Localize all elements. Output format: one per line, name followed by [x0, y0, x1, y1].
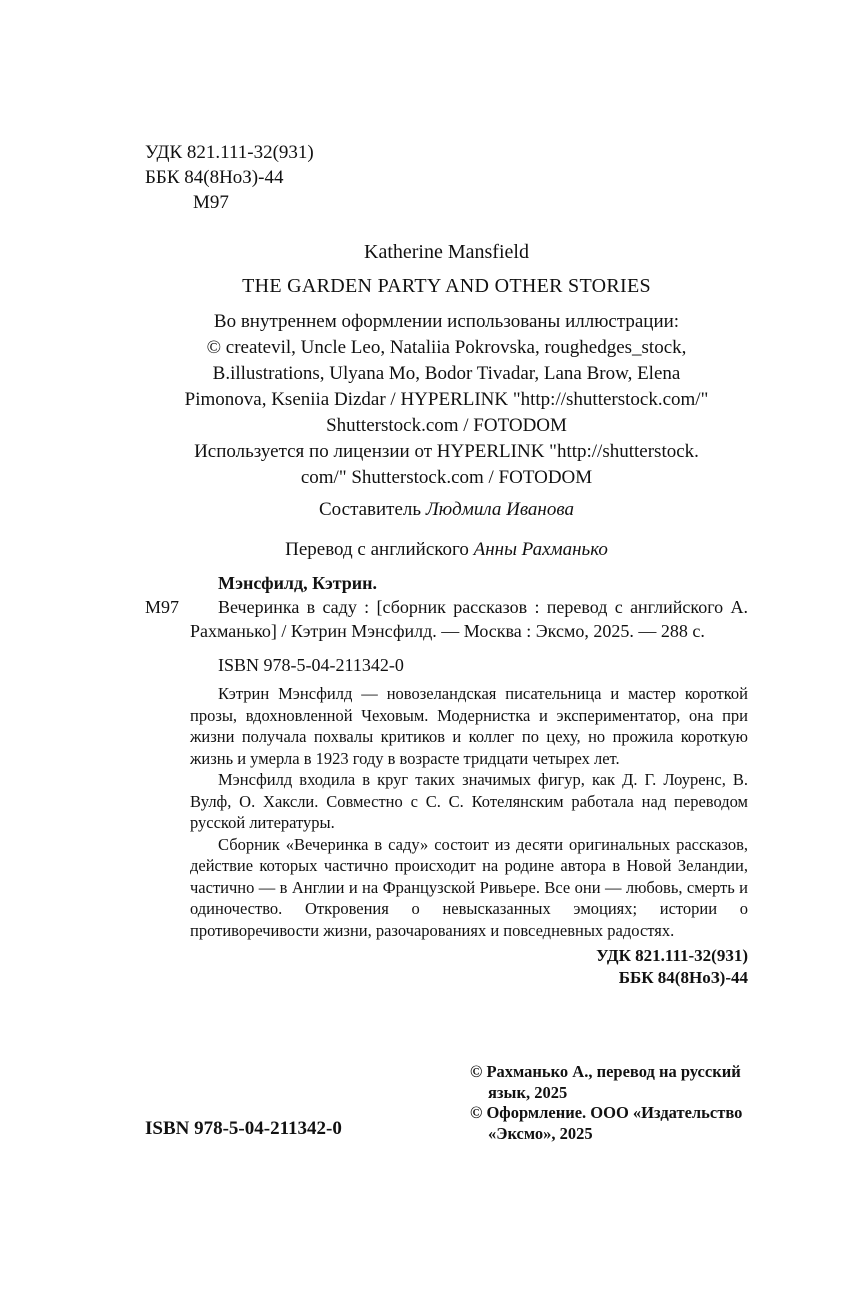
- compiler-label: Составитель: [319, 499, 426, 520]
- credits-line: B.illustrations, Ulyana Mo, Bodor Tivadar, Lana Brow, Elena: [212, 363, 681, 384]
- annotation-block: [190, 683, 748, 941]
- udk-top: УДК 821.111-32(931): [145, 142, 314, 163]
- footer-codes-block: [145, 945, 748, 989]
- credits-line: Используется по лицензии от HYPERLINK "http://shutterstock.: [194, 441, 699, 462]
- credits-line: Shutterstock.com / FOTODOM: [326, 415, 567, 436]
- translation-label: Перевод с английского: [285, 539, 474, 560]
- bbk-bottom: ББК 84(8НоЗ)-44: [618, 968, 748, 987]
- annotation-paragraph: Кэтрин Мэнсфилд — новозеландская писательница и мастер короткой прозы, вдохновленной Чеховым. Модернистка и экспериментатор, она при жизни получала похвалы критиков и коллег по цеху, но прожила короткую жизнь и умерла в 1923 году в возрасте тридцати четырех лет.: [190, 684, 748, 768]
- translator-name: Анны Рахманько: [473, 539, 608, 560]
- annotation-paragraph: Мэнсфилд входила в круг таких значимых фигур, как Д. Г. Лоуренс, В. Вулф, О. Хаксли. Совместно с С. С. Котелянским работала над переводом русской литературы.: [190, 770, 748, 832]
- bbk-top: ББК 84(8НоЗ)-44: [145, 167, 284, 188]
- isbn-bottom: ISBN 978-5-04-211342-0: [145, 1118, 342, 1139]
- illustration-credits: [145, 309, 748, 491]
- compiler-line: [145, 497, 748, 523]
- copyright-design: © Оформление. ООО «Издательство «Эксмо», 2025: [470, 1103, 743, 1143]
- copyright-translation: © Рахманько А., перевод на русский язык, 2025: [470, 1062, 741, 1102]
- top-codes-block: [145, 140, 748, 215]
- book-author-original: Katherine Mansfield: [364, 241, 529, 263]
- udk-bottom: УДК 821.111-32(931): [596, 946, 748, 965]
- isbn-catalog: ISBN 978-5-04-211342-0: [218, 655, 404, 675]
- catalog-margin-code: М97: [145, 597, 180, 617]
- annotation-paragraph: Сборник «Вечеринка в саду» состоит из десяти оригинальных рассказов, действие которых частично происходит на родине автора в Новой Зеландии, частично — в Англии и на Французской Ривьере. Все они — любовь, смерть и одиночество. Откровения о невысказанных эмоциях; истории о противоречивости жизни, разочарованиях и повседневных радостях.: [190, 834, 748, 940]
- credits-line: Pimonova, Kseniia Dizdar / HYPERLINK "http://shutterstock.com/": [184, 389, 709, 410]
- credits-line: © createvil, Uncle Leo, Nataliia Pokrovska, roughedges_stock,: [206, 337, 687, 358]
- catalog-description: Вечеринка в саду : [сборник рассказов : перевод с английского А. Рахманько] / Кэтрин Мэнсфилд. — Москва : Эксмо, 2025. — 288 с.: [190, 597, 748, 641]
- catalog-author: Мэнсфилд, Кэтрин.: [218, 573, 378, 593]
- translation-line: [145, 537, 748, 563]
- book-title-original: THE GARDEN PARTY AND OTHER STORIES: [242, 275, 651, 297]
- credits-line: com/" Shutterstock.com / FOTODOM: [300, 467, 593, 488]
- catalog-entry: [145, 571, 748, 643]
- imprint-page: [145, 140, 748, 989]
- book-code-top: М97: [193, 192, 229, 213]
- copyright-block: [470, 1062, 758, 1144]
- credits-line: Во внутреннем оформлении использованы иллюстрации:: [213, 311, 680, 332]
- compiler-name: Людмила Иванова: [425, 499, 574, 520]
